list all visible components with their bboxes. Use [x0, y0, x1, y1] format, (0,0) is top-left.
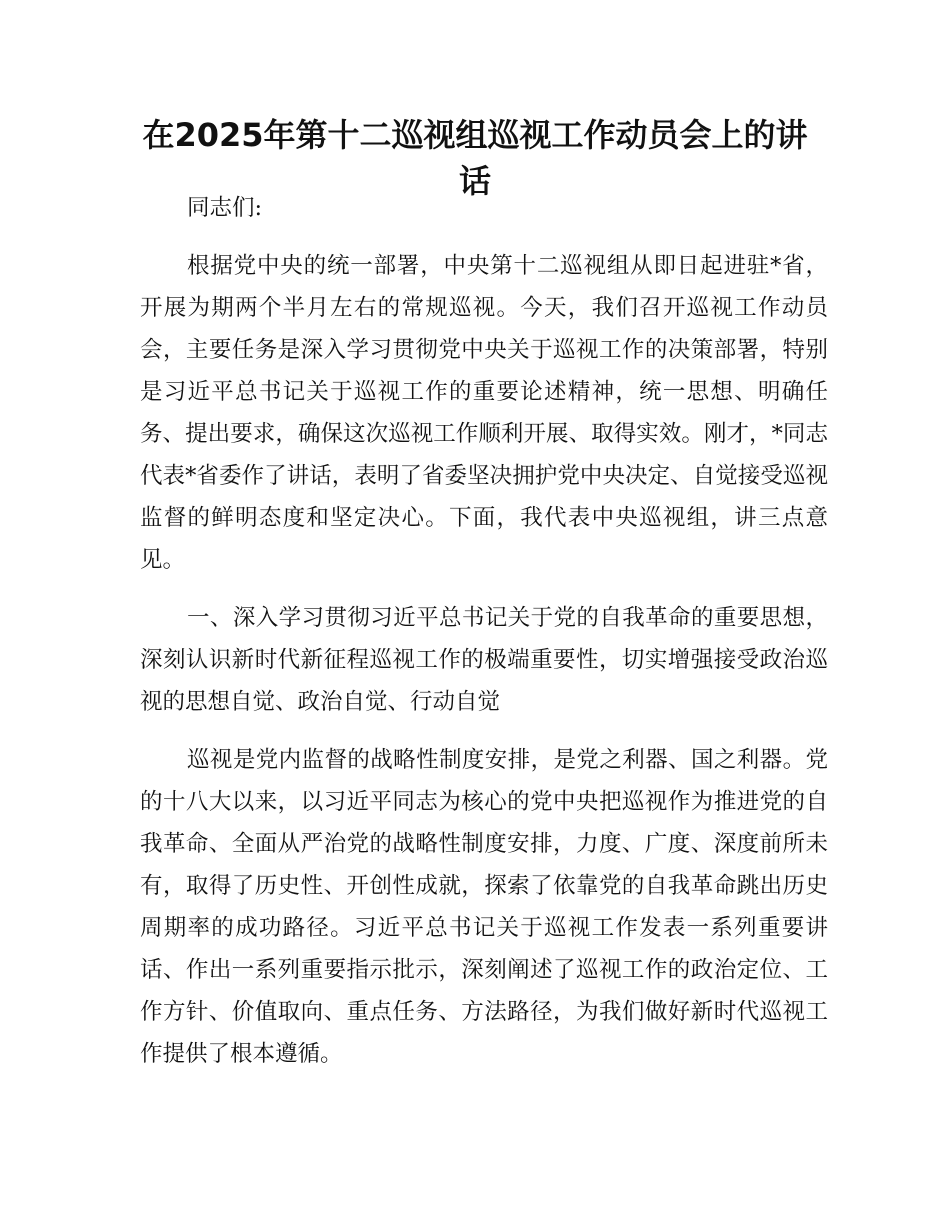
document-title: 在2025年第十二巡视组巡视工作动员会上的讲话 — [142, 116, 808, 200]
salutation: 同志们: — [187, 195, 263, 221]
paragraph-intro: 根据党中央的统一部署，中央第十二巡视组从即日起进驻*省，开展为期两个半月左右的常规巡视。今天，我们召开巡视工作动员会，主要任务是深入学习贯彻党中央关于巡视工作的决策部署，特别是习近平总书记关于巡视工作的重要论述精神，统一思想、明确任务、提出要求，确保这次巡视工作顺利开展、取得实效。刚才，*同志代表*省委作了讲话，表明了省委坚决拥护党中央决定、自觉接受巡视监督的鲜明态度和坚定决心。下面，我代表中央巡视组，讲三点意见。 — [140, 253, 828, 573]
document-body — [140, 187, 828, 1075]
paragraph-body: 巡视是党内监督的战略性制度安排，是党之利器、国之利器。党的十八大以来，以习近平同志为核心的党中央把巡视作为推进党的自我革命、全面从严治党的战略性制度安排，力度、广度、深度前所未有，取得了历史性、开创性成就，探索了依靠党的自我革命跳出历史周期率的成功路径。习近平总书记关于巡视工作发表一系列重要讲话、作出一系列重要指示批示，深刻阐述了巡视工作的政治定位、工作方针、价值取向、重点任务、方法路径，为我们做好新时代巡视工作提供了根本遵循。 — [140, 747, 828, 1067]
section-heading-1: 一、深入学习贯彻习近平总书记关于党的自我革命的重要思想，深刻认识新时代新征程巡视工作的极端重要性，切实增强接受政治巡视的思想自觉、政治自觉、行动自觉 — [140, 605, 828, 715]
